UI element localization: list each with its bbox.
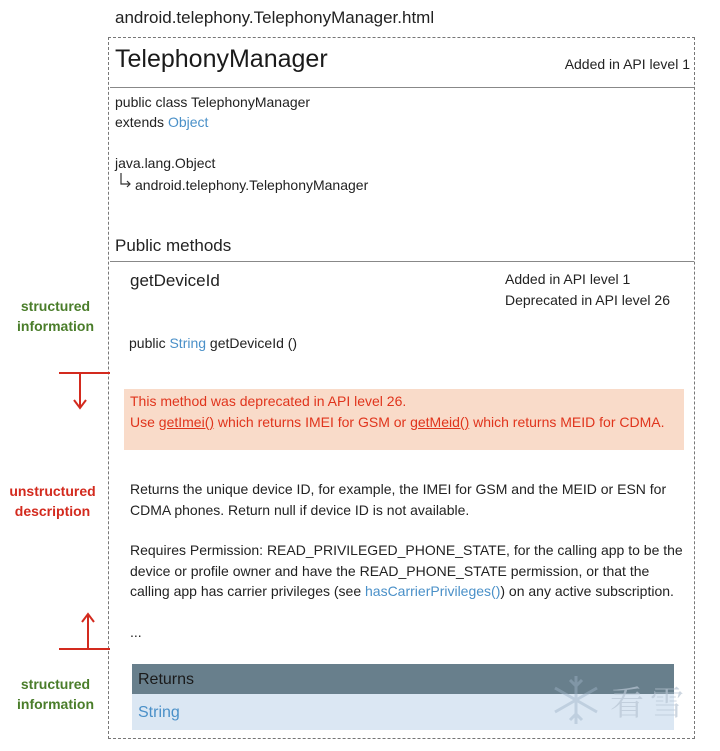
- hierarchy-root: java.lang.Object: [115, 155, 216, 171]
- signature-suffix: getDeviceId (): [206, 335, 298, 351]
- object-link[interactable]: Object: [167, 114, 209, 130]
- class-extends: [115, 114, 208, 130]
- method-name: getDeviceId: [130, 271, 220, 290]
- hierarchy-arrow-icon: [118, 172, 134, 188]
- label-line: information: [17, 696, 94, 712]
- watermark-text: 看雪: [610, 685, 690, 723]
- class-title: TelephonyManager: [115, 45, 328, 73]
- section-title: Public methods: [115, 236, 232, 255]
- class-declaration: public class TelephonyManager: [115, 94, 311, 110]
- section-divider: [110, 261, 694, 262]
- deprecation-replacement: [130, 412, 678, 433]
- label-line: information: [17, 318, 94, 334]
- permission-paragraph: [130, 540, 685, 602]
- snowflake-icon: [548, 672, 604, 728]
- method-deprecated-level: Deprecated in API level 26: [505, 292, 670, 308]
- has-carrier-privileges-link[interactable]: hasCarrierPrivileges(): [365, 583, 501, 599]
- label-line: description: [14, 503, 91, 519]
- boundary-down-arrow: [55, 365, 115, 415]
- label-line: structured: [20, 298, 91, 314]
- get-imei-link[interactable]: getImei(): [158, 413, 215, 430]
- deprecation-mid-text: which returns IMEI for GSM or: [214, 413, 411, 430]
- document-frame: [108, 37, 695, 739]
- structured-info-label-bottom: [8, 674, 103, 714]
- string-type-link[interactable]: String: [169, 335, 207, 351]
- signature-prefix: public: [129, 335, 170, 351]
- deprecation-tail-text: which returns MEID for CDMA.: [469, 413, 665, 430]
- returns-header: Returns: [132, 664, 674, 694]
- label-line: unstructured: [9, 483, 96, 499]
- get-meid-link[interactable]: getMeid(): [410, 413, 470, 430]
- deprecation-notice: [124, 389, 684, 450]
- structured-info-label-top: [8, 296, 103, 336]
- use-text: Use: [130, 413, 159, 430]
- boundary-up-arrow: [55, 610, 115, 655]
- unstructured-description-label: [2, 481, 103, 521]
- permission-suffix: ) on any active subscription.: [500, 583, 674, 599]
- extends-prefix: extends: [115, 114, 168, 130]
- class-added-level: Added in API level 1: [564, 56, 690, 72]
- file-name: android.telephony.TelephonyManager.html: [115, 8, 435, 27]
- deprecation-line: This method was deprecated in API level 26.: [130, 393, 407, 409]
- description-paragraph: Returns the unique device ID, for example, the IMEI for GSM and the MEID or ESN for CDMA phones. Return null if device ID is not available.: [130, 481, 667, 518]
- header-divider: [110, 87, 694, 88]
- permission-text: Requires Permission: READ_PRIVILEGED_PHONE_STATE, for the calling app to be the device or profile owner and have the READ_PHONE_STATE permission, or that the calling app has carrier privileges (see: [130, 542, 683, 599]
- ellipsis: ...: [130, 624, 142, 640]
- method-signature: [129, 335, 297, 351]
- hierarchy-child: android.telephony.TelephonyManager: [135, 177, 369, 193]
- method-added-level: Added in API level 1: [505, 271, 631, 287]
- returns-value-link[interactable]: String: [132, 694, 674, 730]
- label-line: structured: [20, 676, 91, 692]
